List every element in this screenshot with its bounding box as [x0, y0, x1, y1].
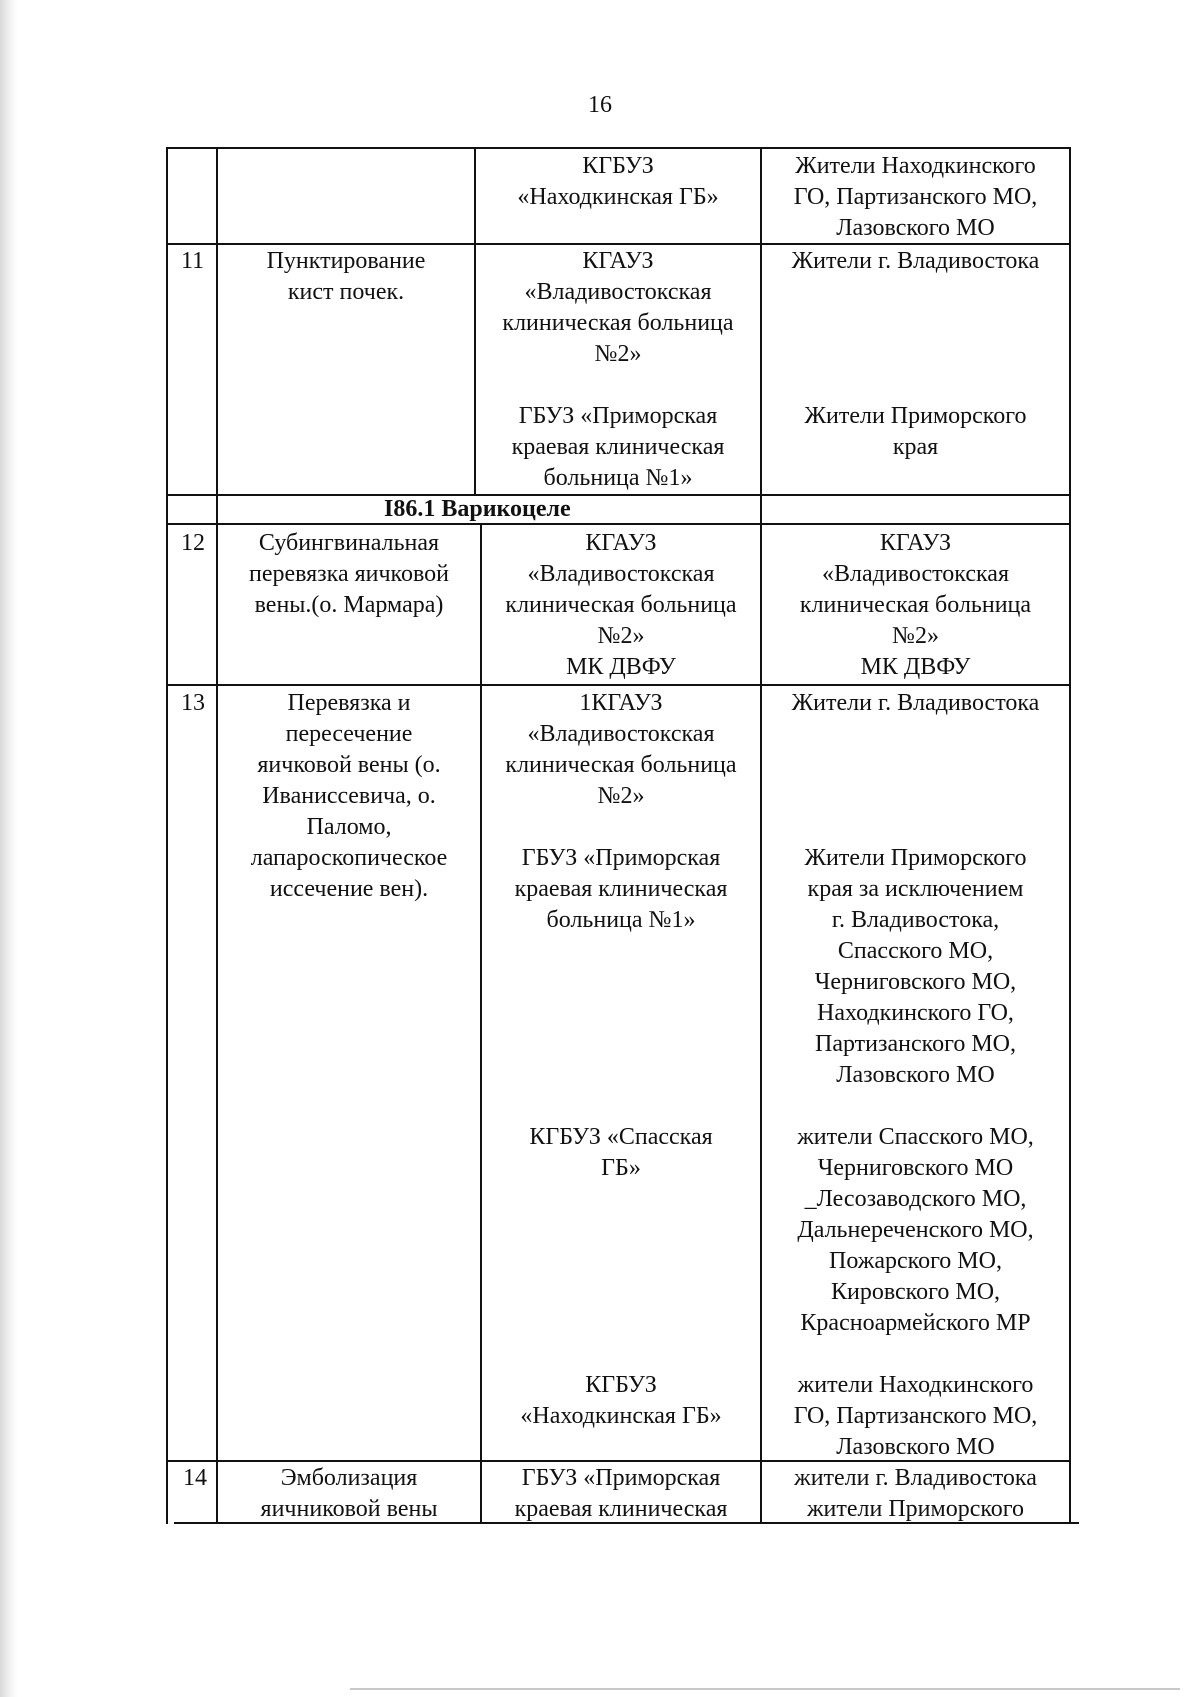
- table-cell-residents: [762, 843, 1069, 1091]
- text-line: КГБУЗ «Спасская: [529, 1124, 713, 1150]
- table-cell-residents: [762, 151, 1069, 244]
- table-border-left: [166, 147, 168, 1524]
- text-line: Находкинского ГО,: [817, 1000, 1014, 1026]
- text-line: клиническая больница: [502, 310, 734, 336]
- table-cell-procedure: [218, 1463, 480, 1525]
- text-line: г. Владивостока,: [831, 907, 1000, 933]
- text-line: края за исключением: [807, 876, 1024, 902]
- text-line: кист почек.: [287, 279, 405, 305]
- text-line: ГБ»: [601, 1155, 641, 1181]
- table-cell-residents: [762, 246, 1069, 277]
- text-line: Дальнереченского МО,: [797, 1217, 1034, 1243]
- text-line: больница №1»: [543, 465, 693, 491]
- text-line: жители Спасского МО,: [797, 1124, 1034, 1150]
- text-line: яичковой вены (о.: [257, 752, 441, 778]
- table-cell-number: 13: [181, 690, 205, 716]
- text-line: иссечение вен).: [269, 876, 429, 902]
- text-line: Пожарского МО,: [829, 1248, 1002, 1274]
- text-line: лапароскопическое: [250, 845, 448, 871]
- table-cell-residents: [762, 401, 1069, 463]
- text-line: №2»: [597, 783, 645, 809]
- text-line: МК ДВФУ: [860, 654, 971, 680]
- text-line: Лазовского МО: [836, 1434, 995, 1460]
- text-line: Жители г. Владивостока: [791, 690, 1040, 716]
- text-line: краевая клиническая: [514, 1496, 728, 1522]
- text-line: Паломо,: [306, 814, 392, 840]
- text-line: Пунктирование: [266, 248, 426, 274]
- table-cell-procedure: [218, 688, 480, 905]
- text-line: клиническая больница: [799, 592, 1032, 618]
- text-line: жители Находкинского: [797, 1372, 1034, 1398]
- table-cell-institution: [476, 246, 760, 370]
- text-line: Лазовского МО: [836, 215, 995, 241]
- table-cell-institution: [482, 528, 760, 683]
- text-line: «Владивостокская: [822, 561, 1009, 587]
- table-row-line-2: [166, 494, 1071, 496]
- text-line: Иванисcевича, о.: [262, 783, 436, 809]
- text-line: краевая клиническая: [514, 876, 728, 902]
- table-border-top: [166, 147, 1071, 149]
- table-cell-number: 12: [181, 530, 205, 556]
- text-line: «Владивостокская: [527, 561, 715, 587]
- text-line: Черниговского МО,: [814, 969, 1017, 995]
- text-line: №2»: [597, 623, 645, 649]
- text-line: жители Приморского: [806, 1496, 1025, 1522]
- text-line: КГАУЗ: [585, 530, 657, 556]
- text-line: Кировского МО,: [830, 1279, 1001, 1305]
- table-cell-residents: [762, 688, 1069, 719]
- table-cell-residents: [762, 1463, 1069, 1525]
- text-line: Черниговского МО: [817, 1155, 1014, 1181]
- text-line: Субингвинальная: [258, 530, 440, 556]
- text-line: КГАУЗ: [582, 248, 654, 274]
- table-cell-procedure: [218, 528, 480, 621]
- text-line: краевая клиническая: [511, 434, 725, 460]
- text-line: «Владивостокская: [527, 721, 715, 747]
- table-cell-number: 11: [181, 248, 205, 274]
- text-line: Жители Приморского: [804, 845, 1027, 871]
- table-border-right: [1069, 147, 1071, 1524]
- text-line: «Находкинская ГБ»: [517, 184, 719, 210]
- table-cell-procedure: [218, 246, 474, 308]
- table-row-line-4: [166, 684, 1071, 686]
- table-cell-residents: [762, 1370, 1069, 1463]
- section-heading: I86.1 Варикоцеле: [384, 496, 571, 522]
- text-line: ГБУЗ «Приморская: [521, 1465, 721, 1491]
- text-line: клиническая больница: [505, 592, 737, 618]
- text-line: КГБУЗ: [585, 1372, 657, 1398]
- text-line: ГО, Партизанского МО,: [793, 1403, 1038, 1429]
- text-line: ГО, Партизанского МО,: [793, 184, 1038, 210]
- table-cell-residents: [762, 1122, 1069, 1339]
- text-line: Жители Находкинского: [795, 153, 1036, 179]
- text-line: клиническая больница: [505, 752, 737, 778]
- text-line: яичниковой вены: [260, 1496, 438, 1522]
- text-line: ГБУЗ «Приморская: [518, 403, 718, 429]
- scan-page-edge: [0, 0, 18, 1697]
- text-line: МК ДВФУ: [566, 654, 676, 680]
- text-line: Жители Приморского: [804, 403, 1027, 429]
- table-cell-institution: [482, 1370, 760, 1432]
- text-line: Эмболизация: [280, 1465, 418, 1491]
- text-line: _Лесозаводского МО,: [804, 1186, 1027, 1212]
- text-line: №2»: [892, 623, 939, 649]
- text-line: больница №1»: [546, 907, 696, 933]
- text-line: «Находкинская ГБ»: [520, 1403, 722, 1429]
- table-cell-institution: [482, 688, 760, 812]
- table-cell-institution: [482, 1122, 760, 1184]
- text-line: перевязка яичковой: [248, 561, 450, 587]
- text-line: ГБУЗ «Приморская: [521, 845, 721, 871]
- table-cell-institution: [476, 401, 760, 494]
- text-line: Партизанского МО,: [815, 1031, 1016, 1057]
- text-line: КГАУЗ: [879, 530, 952, 556]
- text-line: пересечение: [285, 721, 413, 747]
- table-cell-institution: [482, 1463, 760, 1525]
- text-line: №2»: [594, 341, 642, 367]
- text-line: Лазовского МО: [836, 1062, 995, 1088]
- text-line: Красноармейского МР: [800, 1310, 1031, 1336]
- table-cell-institution: [482, 843, 760, 936]
- text-line: «Владивостокская: [524, 279, 712, 305]
- text-line: Перевязка и: [287, 690, 411, 716]
- text-line: вены.(о. Мармара): [254, 592, 444, 618]
- text-line: Жители г. Владивостока: [791, 248, 1040, 274]
- text-line: Спасского МО,: [837, 938, 994, 964]
- text-line: КГБУЗ: [582, 153, 654, 179]
- table-cell-number: 14: [183, 1465, 207, 1491]
- table-row-line-3: [166, 523, 1071, 525]
- table-cell-residents: [762, 528, 1069, 683]
- page-number: 16: [588, 92, 612, 118]
- scan-bottom-edge: [350, 1688, 1180, 1690]
- text-line: жители г. Владивостока: [794, 1465, 1037, 1491]
- text-line: края: [892, 434, 939, 460]
- table-cell-institution: [476, 151, 760, 213]
- text-line: 1КГАУЗ: [579, 690, 663, 716]
